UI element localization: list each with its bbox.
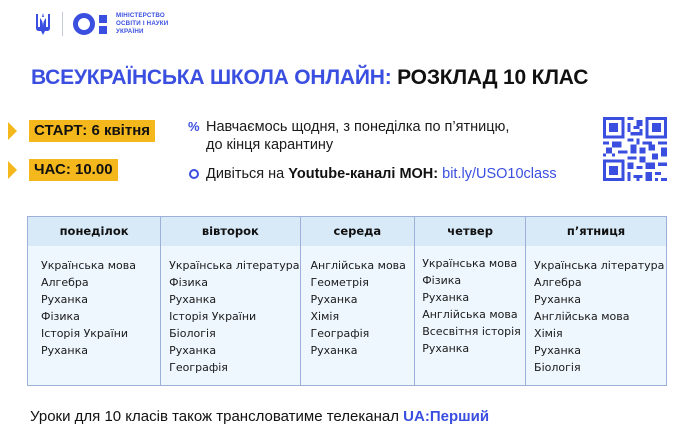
tv-channel-brand: UA:Перший [403, 408, 490, 425]
lesson: Фізика [41, 309, 80, 323]
lesson: Алгебра [41, 275, 89, 289]
start-label: СТАРТ: 6 квітня [29, 120, 155, 142]
lesson: Хімія [310, 309, 340, 323]
logo-circle-icon [73, 13, 95, 35]
lesson: Географія [169, 360, 228, 374]
info-daily [188, 118, 509, 154]
day-header: п’ятниця [526, 217, 667, 246]
lesson: Алгебра [534, 275, 582, 289]
lesson: Англійська мова [310, 258, 406, 272]
lesson: Географія [310, 326, 370, 340]
ministry-name: МІНІСТЕРСТВО ОСВІТИ І НАУКИ УКРАЇНИ [116, 12, 169, 35]
lesson: Руханка [41, 292, 88, 306]
footer-text: Уроки для 10 класів також трансловатиме телеканал [30, 408, 404, 425]
footer-note [30, 408, 489, 425]
day-column-friday [526, 246, 667, 386]
day-column-wednesday [300, 246, 415, 386]
info-daily-line2: до кінця карантину [206, 137, 334, 153]
lesson: Українська література [169, 258, 300, 272]
lesson: Англійська мова [534, 309, 630, 323]
schedule-table [27, 216, 667, 386]
circle-icon [189, 169, 199, 179]
day-column-monday [28, 246, 161, 386]
logo-squares-icon [99, 15, 107, 34]
title-school: ВСЕУКРАЇНСЬКА ШКОЛА ОНЛАЙН: [31, 66, 392, 89]
lesson: Руханка [422, 341, 470, 355]
lesson: Фізика [169, 275, 209, 289]
watch-prefix: Дивіться на [206, 166, 289, 182]
lesson: Українська література [534, 258, 665, 272]
start-tag [8, 120, 155, 142]
lesson: Історія України [41, 326, 129, 340]
lesson: Англійська мова [422, 307, 518, 321]
day-header: середа [300, 217, 415, 246]
lesson: Руханка [310, 292, 358, 306]
day-column-thursday [415, 246, 526, 386]
lesson: Геометрія [310, 275, 369, 289]
day-column-tuesday [161, 246, 300, 386]
logo-divider [62, 12, 63, 36]
qr-code[interactable] [603, 117, 667, 181]
day-header: понеділок [28, 217, 161, 246]
lesson: Руханка [41, 343, 88, 357]
page-title [31, 66, 588, 90]
schedule-lessons-row [28, 246, 667, 386]
lesson: Руханка [534, 292, 582, 306]
lesson: Біологія [534, 360, 581, 374]
ministry-logo [34, 10, 168, 38]
lesson: Руханка [169, 292, 217, 306]
youtube-channel: Youtube-каналі МОН: [288, 166, 439, 182]
lesson: Українська мова [422, 256, 518, 270]
lesson: Руханка [534, 343, 582, 357]
lesson: Всесвітня історія [422, 324, 521, 338]
lesson: Українська мова [41, 258, 136, 272]
lesson: Фізика [422, 273, 462, 287]
lesson: Біологія [169, 326, 216, 340]
info-youtube [188, 165, 557, 183]
arrow-icon [8, 122, 17, 140]
lesson: Історія України [169, 309, 257, 323]
info-daily-line1: Навчаємось щодня, з понеділка по п’ятницю, [206, 119, 510, 135]
youtube-link[interactable]: bit.ly/USO10class [438, 166, 557, 182]
percent-icon: % [188, 119, 200, 134]
schedule-header-row [28, 217, 667, 246]
arrow-icon [8, 161, 17, 179]
trident-icon [34, 12, 52, 36]
lesson: Руханка [310, 343, 358, 357]
lesson: Руханка [169, 343, 217, 357]
time-tag [8, 159, 118, 181]
day-header: вівторок [161, 217, 300, 246]
title-schedule: РОЗКЛАД 10 КЛАС [391, 66, 589, 89]
lesson: Руханка [422, 290, 470, 304]
lesson: Хімія [534, 326, 563, 340]
day-header: четвер [415, 217, 526, 246]
time-label: ЧАС: 10.00 [29, 159, 118, 181]
